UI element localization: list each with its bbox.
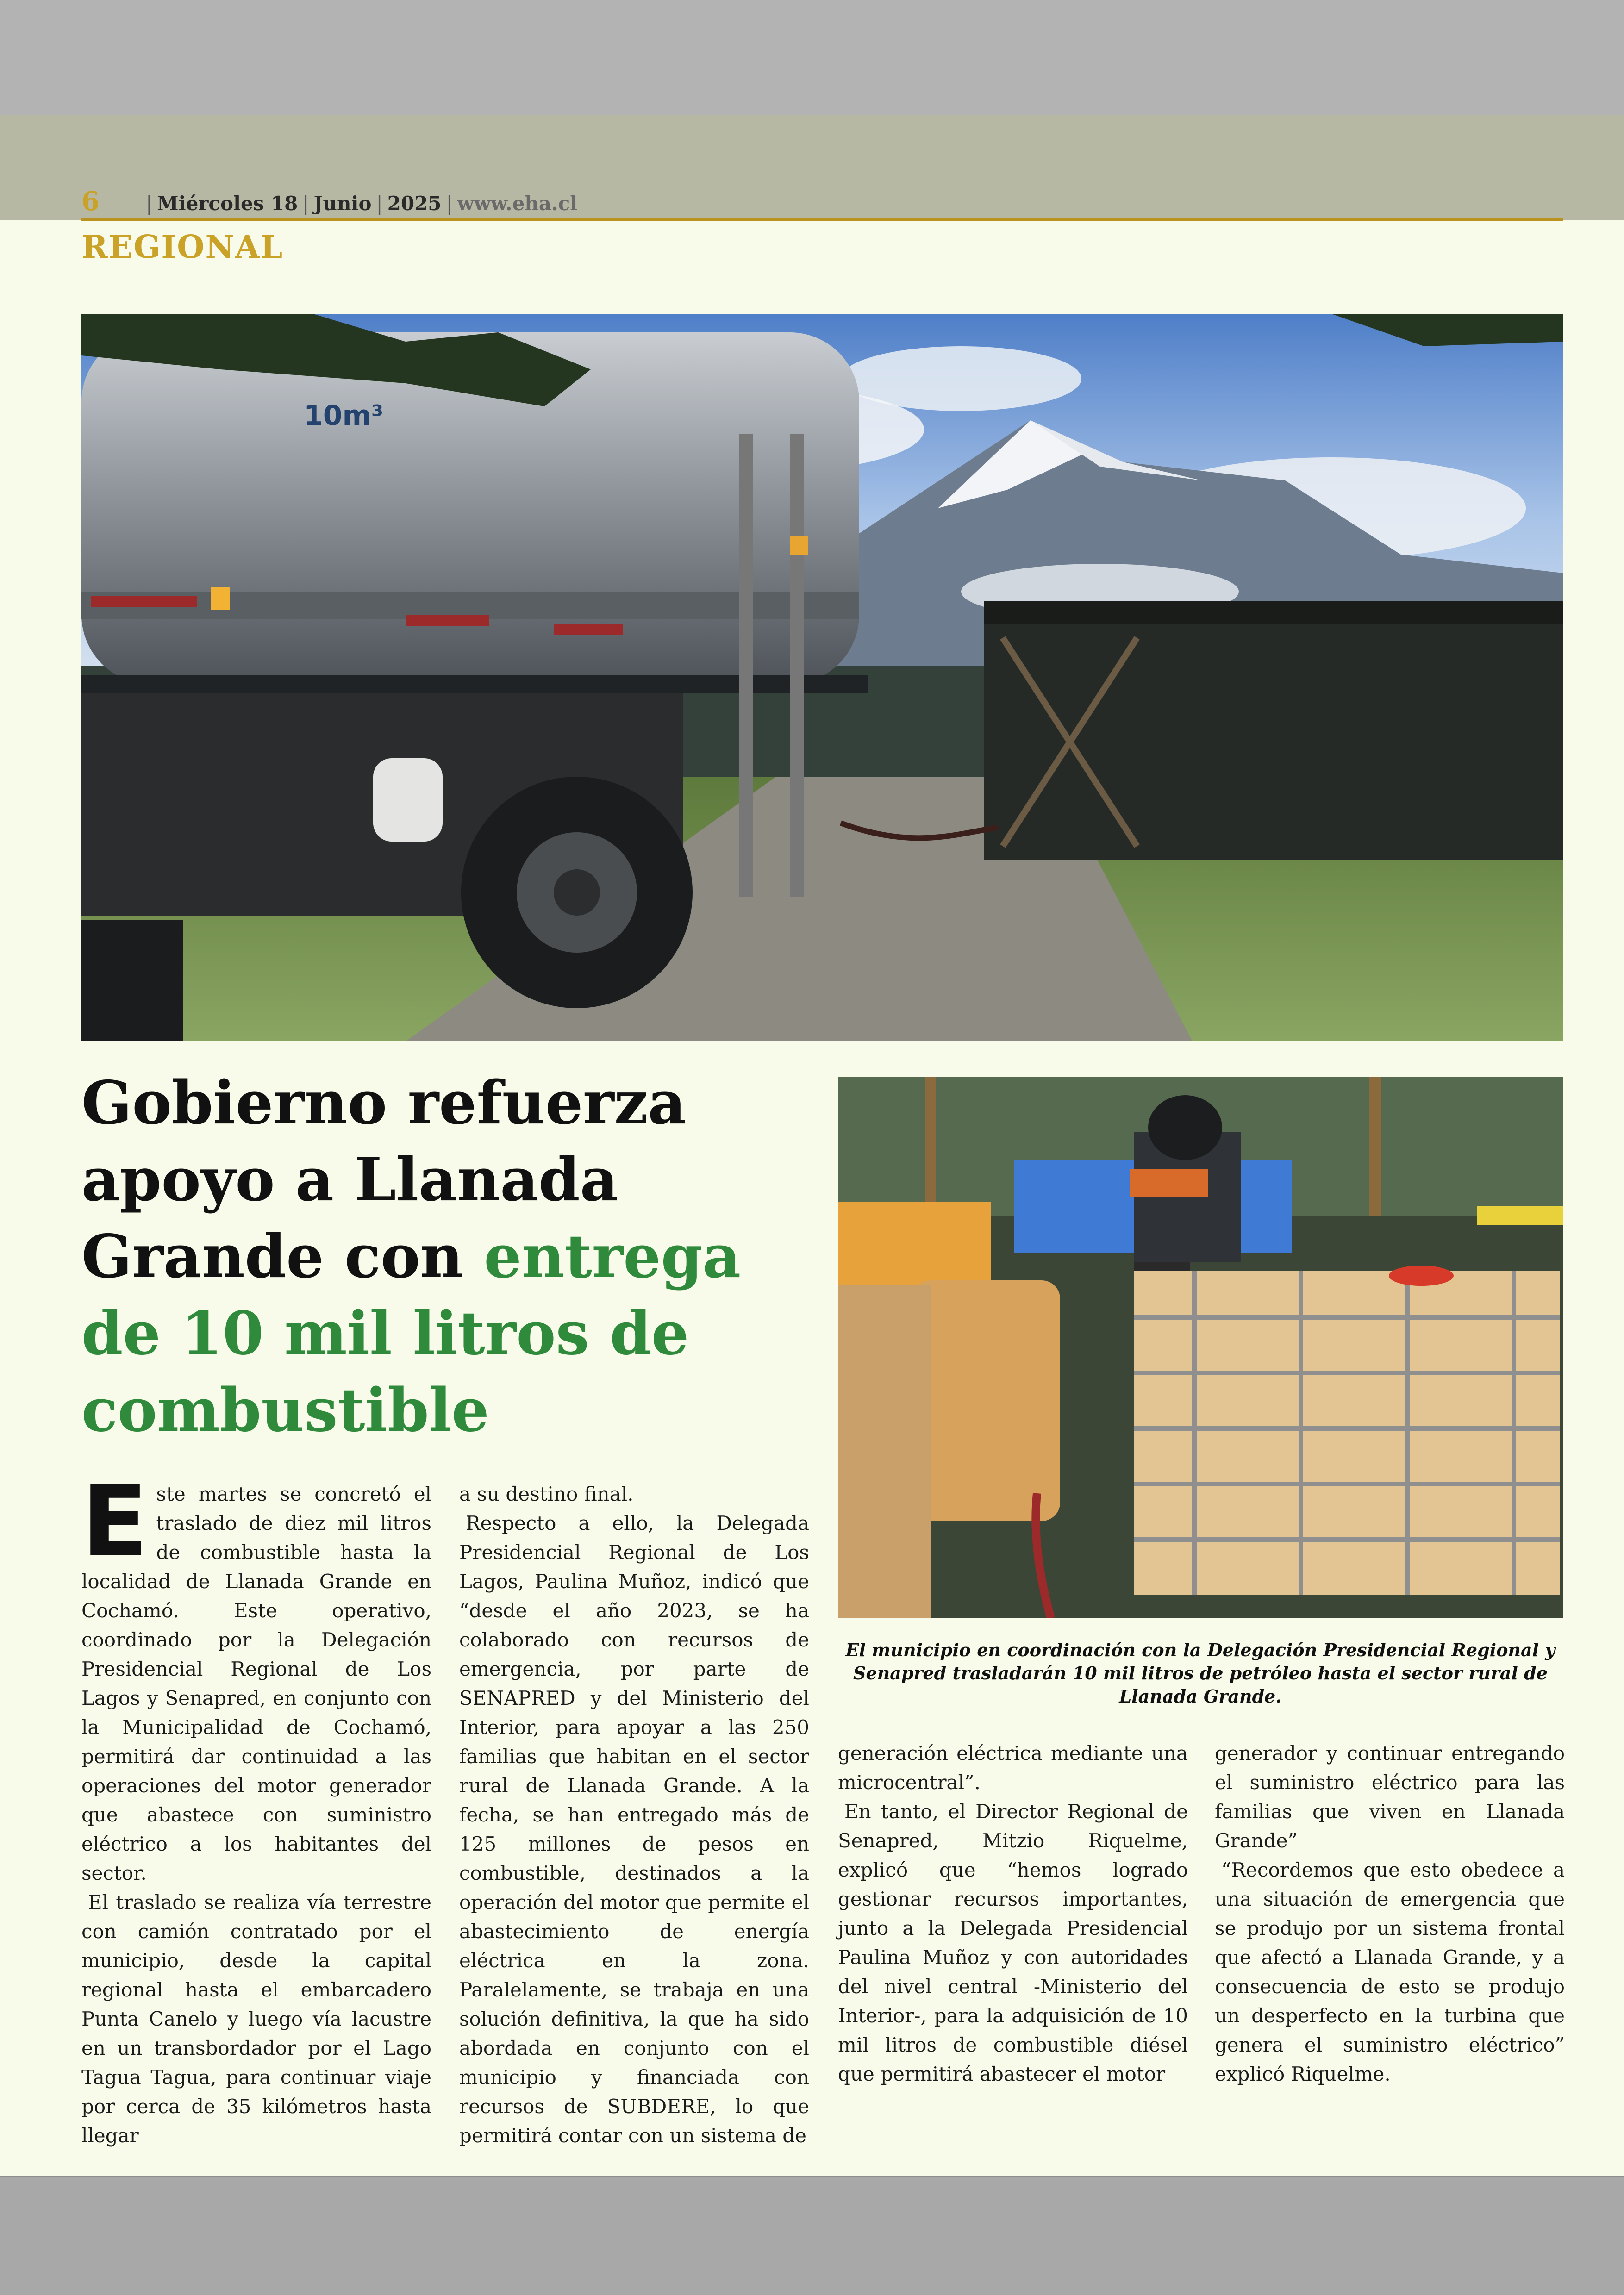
article-column-2 [459, 1479, 809, 2150]
paragraph: generador y continuar entregando el suministro eléctrico para las familias que viven en Llanada Grande” [1215, 1742, 1565, 1852]
headline-green: entrega de 10 mil litros de combustible [81, 1222, 741, 1445]
second-photo-fuel-containers [838, 1077, 1563, 1618]
fuel-containers-illustration [838, 1077, 1563, 1618]
article-column-4 [1215, 1739, 1565, 2089]
header-website[interactable]: www.eha.cl [457, 192, 578, 215]
paragraph: generación eléctrica mediante una microcentral”. [838, 1742, 1188, 1794]
headline-black: Gobierno refuerza apoyo a Llanada Grande con [81, 1068, 687, 1291]
paragraph: a su destino final. [459, 1483, 634, 1505]
bottom-gray-band [0, 2176, 1624, 2295]
paragraph: “Recordemos que esto obedece a una situación de emergencia que se produjo por un sistema frontal que afectó a Llanada Grande, y a consecuencia de esto se produjo un desperfecto en la turbina que genera el suministro eléctrico” explicó Riquelme. [1215, 1858, 1565, 2085]
paragraph: Este martes se concretó el traslado de diez mil litros de combustible hasta la localidad de Llanada Grande en Cochamó. Este operativo, coordinado por la Delegación Presidencial Regional de Los Lagos y Senapred, en conjunto con la Municipalidad de Cochamó, permitirá dar continuidad a las operaciones del motor generador que abastece con suministro eléctrico a los habitantes del sector. [81, 1465, 431, 1884]
paragraph: Respecto a ello, la Delegada Presidencial Regional de Los Lagos, Paulina Muñoz, indicó que “desde el año 2023, se ha colaborado con recursos de emergencia, por parte de SENAPRED y del Ministerio del Interior, para apoyar a las 250 familias que habitan en el sector rural de Llanada Grande. A la fecha, se han entregado más de 125 millones de pesos en combustible, destinados a la operación del motor que permite el abastecimiento de energía eléctrica en la zona. Paralelamente, se trabaja en una solución definitiva, la que ha sido abordada en conjunto con el municipio y financiada con recursos de SUBDERE, lo que permitirá contar con un sistema de [459, 1512, 809, 2147]
tank-label: 10m³ [304, 399, 384, 432]
page-header: 6 | Miércoles 18 | Junio | 2025 | www.eha.cl [81, 186, 578, 217]
paragraph: En tanto, el Director Regional de Senapred, Mitzio Riquelme, explicó que “hemos logrado gestionar recursos importantes, junto a la Delegada Presidencial Paulina Muñoz y con autoridades del nivel central -Ministerio del Interior-, para la adquisición de 10 mil litros de combustible diésel que permitirá abastecer el motor [838, 1800, 1188, 2085]
header-month: Junio [313, 192, 372, 215]
top-gray-band [0, 0, 1624, 115]
page-number: 6 [81, 186, 100, 217]
article-column-1 [81, 1465, 431, 2150]
fuel-truck-illustration [81, 314, 1563, 1041]
photo-caption: El municipio en coordinación con la Delegación Presidencial Regional y Senapred trasladarán 10 mil litros de petróleo hasta el sector rural de Llanada Grande. [845, 1640, 1555, 1707]
header-year: 2025 [387, 192, 442, 215]
article-headline [81, 1065, 822, 1449]
header-rule [81, 218, 1563, 221]
header-day: Miércoles 18 [157, 192, 298, 215]
main-photo-fuel-truck [81, 314, 1563, 1041]
article-column-3 [838, 1739, 1188, 2089]
drop-cap: E [81, 1465, 148, 1578]
paragraph: El traslado se realiza vía terrestre con camión contratado por el municipio, desde la capital regional hasta el embarcadero Punta Canelo y luego vía lacustre en un transbordador por el Lago Tagua Tagua, para continuar viaje por cerca de 35 kilómetros hasta llegar [81, 1891, 431, 2147]
section-title: REGIONAL [81, 229, 284, 266]
